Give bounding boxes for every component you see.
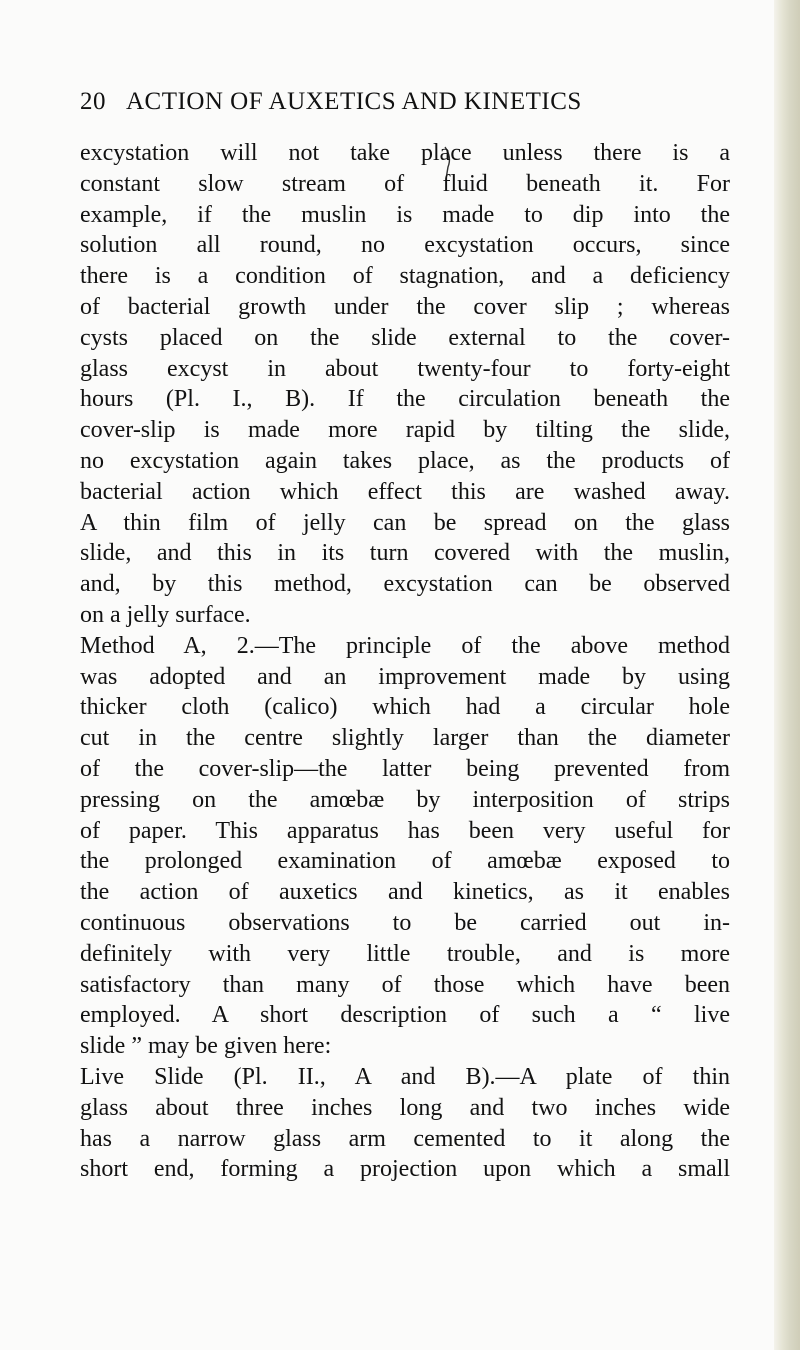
text-line: no excystation again takes place, as the products of	[80, 447, 730, 474]
text-line: cut in the centre slightly larger than the diameter	[80, 725, 730, 752]
text-line: slide, and this in its turn covered with the muslin,	[80, 540, 730, 567]
text-line: Live Slide (Pl. II., A and B).—A plate of thin	[80, 1063, 730, 1090]
text-line: of paper. This apparatus has been very useful for	[80, 817, 730, 844]
text-line: excystation will not take place unless there is a	[80, 140, 730, 166]
text-line: thicker cloth (calico) which had a circular hole	[80, 694, 730, 721]
text-line: there is a condition of stagnation, and a deficiency	[80, 263, 730, 290]
text-line: pressing on the amœbæ by interposition of strips	[80, 786, 730, 813]
running-header	[80, 88, 740, 116]
text-line: short end, forming a projection upon which a small	[80, 1156, 730, 1183]
text-line: cysts placed on the slide external to the cover-	[80, 324, 730, 351]
text-line: satisfactory than many of those which have been	[80, 971, 730, 998]
text-line: was adopted and an improvement made by using	[80, 663, 730, 690]
text-line: slide ” may be given here:	[80, 1033, 332, 1060]
text-line: continuous observations to be carried out in-	[80, 909, 730, 936]
text-line: A thin film of jelly can be spread on the glass	[80, 509, 730, 536]
text-line: bacterial action which effect this are washed away.	[80, 478, 730, 505]
text-line: glass about three inches long and two inches wide	[80, 1094, 730, 1121]
running-title: ACTION OF AUXETICS AND KINETICS	[126, 88, 582, 115]
text-line: of bacterial growth under the cover slip ; whereas	[80, 293, 730, 320]
text-line: of the cover-slip—the latter being prevented from	[80, 755, 730, 782]
text-line: cover-slip is made more rapid by tilting the slide,	[80, 417, 730, 444]
text-line: on a jelly surface.	[80, 601, 251, 628]
text-line: Method A, 2.—The principle of the above method	[80, 632, 730, 659]
text-line: hours (Pl. I., B). If the circulation beneath the	[80, 386, 730, 413]
text-line: has a narrow glass arm cemented to it along the	[80, 1125, 730, 1152]
text-line: the prolonged examination of amœbæ exposed to	[80, 848, 730, 875]
text-line: employed. A short description of such a “ live	[80, 1002, 730, 1029]
text-line: definitely with very little trouble, and is more	[80, 940, 730, 967]
text-line: glass excyst in about twenty-four to forty-eight	[80, 355, 730, 382]
text-line: constant slow stream of fluid beneath it. For	[80, 170, 730, 197]
page-number: 20	[80, 88, 106, 115]
text-line: example, if the muslin is made to dip into the	[80, 201, 730, 228]
text-line: and, by this method, excystation can be observed	[80, 571, 730, 598]
body-text	[80, 138, 730, 1185]
page-edge-shadow	[774, 0, 800, 1350]
text-line: the action of auxetics and kinetics, as it enables	[80, 879, 730, 906]
text-line: solution all round, no excystation occurs, since	[80, 232, 730, 259]
